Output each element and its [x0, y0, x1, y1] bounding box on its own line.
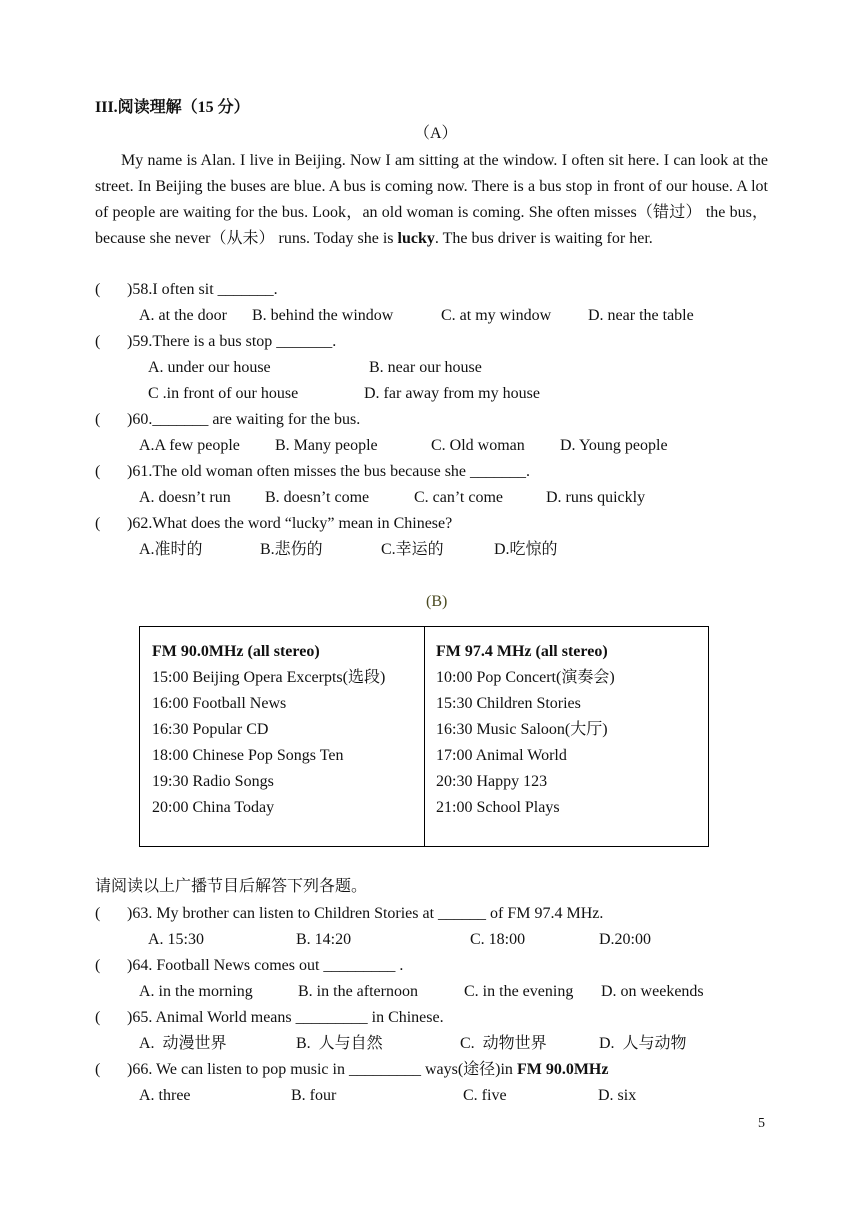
program-item: 17:00 Animal World — [436, 747, 567, 764]
part-b-instruction: 请阅读以上广播节目后解答下列各题。 — [95, 878, 368, 895]
q62-option-d: D.吃惊的 — [494, 541, 558, 558]
q60-option-d: D. Young people — [560, 437, 668, 454]
program-item: 20:30 Happy 123 — [436, 773, 548, 790]
passage-a — [95, 148, 768, 252]
q58-stem-row — [127, 280, 278, 300]
q58-option-b: B. behind the window — [252, 307, 394, 324]
q62-option-c: C.幸运的 — [381, 541, 444, 558]
q64-option-c: C. in the evening — [464, 983, 574, 1000]
q66-option-c: C. five — [463, 1087, 507, 1104]
q63-close: ) — [127, 905, 133, 922]
q66-close: ) — [127, 1061, 133, 1078]
q58-stem: 58.I often sit _______. — [132, 281, 278, 298]
q61-stem: 61.The old woman often misses the bus because she _______. — [132, 463, 531, 480]
q64-stem-row — [127, 956, 403, 976]
section-title: III.阅读理解（15 分） — [95, 99, 250, 116]
q66-stem-bold: FM 90.0MHz — [516, 1061, 609, 1078]
q65-stem-row — [127, 1008, 444, 1028]
program-table — [139, 626, 709, 847]
q63-stem-row — [127, 904, 603, 924]
part-a-label: （A） — [414, 125, 458, 142]
q66-option-d: D. six — [598, 1087, 637, 1104]
channel-column-fm-97 — [424, 627, 709, 846]
q61-option-c: C. can’t come — [414, 489, 504, 506]
q58-option-c: C. at my window — [441, 307, 552, 324]
q62-open: ( — [95, 515, 101, 532]
channel-name: FM 90.0MHz (all stereo) — [152, 643, 320, 660]
q60-stem: 60._______ are waiting for the bus. — [132, 411, 361, 428]
q58-close: ) — [127, 281, 133, 298]
q61-open: ( — [95, 463, 101, 480]
q60-option-a: A.A few people — [139, 437, 240, 454]
q65-close: ) — [127, 1009, 133, 1026]
q63-option-c: C. 18:00 — [470, 931, 526, 948]
q59-option-d: D. far away from my house — [364, 385, 540, 402]
q61-stem-row — [127, 462, 530, 482]
q64-close: ) — [127, 957, 133, 974]
q66-stem: 66. We can listen to pop music in _________ ways(途径)in — [132, 1061, 517, 1078]
q65-option-d: D. 人与动物 — [599, 1035, 687, 1052]
program-item: 19:30 Radio Songs — [152, 773, 274, 790]
q62-option-a: A.准时的 — [139, 541, 203, 558]
q60-option-c: C. Old woman — [431, 437, 525, 454]
q59-option-a: A. under our house — [148, 359, 271, 376]
q59-option-c: C .in front of our house — [148, 385, 299, 402]
q65-option-b: B. 人与自然 — [296, 1035, 383, 1052]
q61-close: ) — [127, 463, 133, 480]
program-item: 16:30 Popular CD — [152, 721, 269, 738]
program-item: 15:30 Children Stories — [436, 695, 581, 712]
q63-option-a: A. 15:30 — [148, 931, 204, 948]
program-item: 16:00 Football News — [152, 695, 287, 712]
q65-stem: 65. Animal World means _________ in Chinese. — [132, 1009, 444, 1026]
program-item: 20:00 China Today — [152, 799, 275, 816]
q64-stem: 64. Football News comes out _________ . — [132, 957, 404, 974]
program-item: 16:30 Music Saloon(大厅) — [436, 721, 608, 738]
q64-option-b: B. in the afternoon — [298, 983, 418, 1000]
q59-close: ) — [127, 333, 133, 350]
q61-option-a: A. doesn’t run — [139, 489, 231, 506]
q61-option-b: B. doesn’t come — [265, 489, 370, 506]
q58-option-a: A. at the door — [139, 307, 227, 324]
passage-a-bold: lucky — [397, 230, 435, 247]
q63-open: ( — [95, 905, 101, 922]
channel-column-fm-90 — [140, 627, 425, 846]
q64-option-d: D. on weekends — [601, 983, 704, 1000]
passage-a-start: My name is Alan. I live in Beijing. Now I am sitting at the window. I often sit here. I can look at the street. In Beijing the buses are blue. A bus is coming now. There is a bus stop in front of our house. A lot of people are waiting for the bus. Look，an old woman is coming. She often misses（错过） the bus，because she never（从未） runs. Today she is — [95, 152, 768, 247]
q58-open: ( — [95, 281, 101, 298]
q58-option-d: D. near the table — [588, 307, 694, 324]
q63-option-d: D.20:00 — [599, 931, 651, 948]
program-item: 18:00 Chinese Pop Songs Ten — [152, 747, 344, 764]
q65-open: ( — [95, 1009, 101, 1026]
q66-stem-row — [127, 1060, 608, 1080]
q61-option-d: D. runs quickly — [546, 489, 646, 506]
q60-stem-row — [127, 410, 360, 430]
q64-open: ( — [95, 957, 101, 974]
q63-stem: 63. My brother can listen to Children Stories at ______ of FM 97.4 MHz. — [132, 905, 604, 922]
q62-close: ) — [127, 515, 133, 532]
program-item: 10:00 Pop Concert(演奏会) — [436, 669, 615, 686]
q59-stem-row — [127, 332, 336, 352]
q62-option-b: B.悲伤的 — [260, 541, 323, 558]
page-number: 5 — [758, 1116, 765, 1131]
q66-option-b: B. four — [291, 1087, 337, 1104]
program-item: 21:00 School Plays — [436, 799, 560, 816]
q60-option-b: B. Many people — [275, 437, 378, 454]
q65-option-a: A. 动漫世界 — [139, 1035, 227, 1052]
q62-stem: 62.What does the word “lucky” mean in Chinese? — [132, 515, 453, 532]
q66-open: ( — [95, 1061, 101, 1078]
q59-open: ( — [95, 333, 101, 350]
q62-stem-row — [127, 514, 452, 534]
q59-stem: 59.There is a bus stop _______. — [132, 333, 337, 350]
passage-a-end: . The bus driver is waiting for her. — [434, 230, 653, 247]
channel-name: FM 97.4 MHz (all stereo) — [436, 643, 608, 660]
q65-option-c: C. 动物世界 — [460, 1035, 547, 1052]
q63-option-b: B. 14:20 — [296, 931, 352, 948]
q60-open: ( — [95, 411, 101, 428]
part-b-label: (B) — [426, 593, 448, 610]
q66-option-a: A. three — [139, 1087, 191, 1104]
program-item: 15:00 Beijing Opera Excerpts(选段) — [152, 669, 386, 686]
q60-close: ) — [127, 411, 133, 428]
q64-option-a: A. in the morning — [139, 983, 253, 1000]
q59-option-b: B. near our house — [369, 359, 482, 376]
